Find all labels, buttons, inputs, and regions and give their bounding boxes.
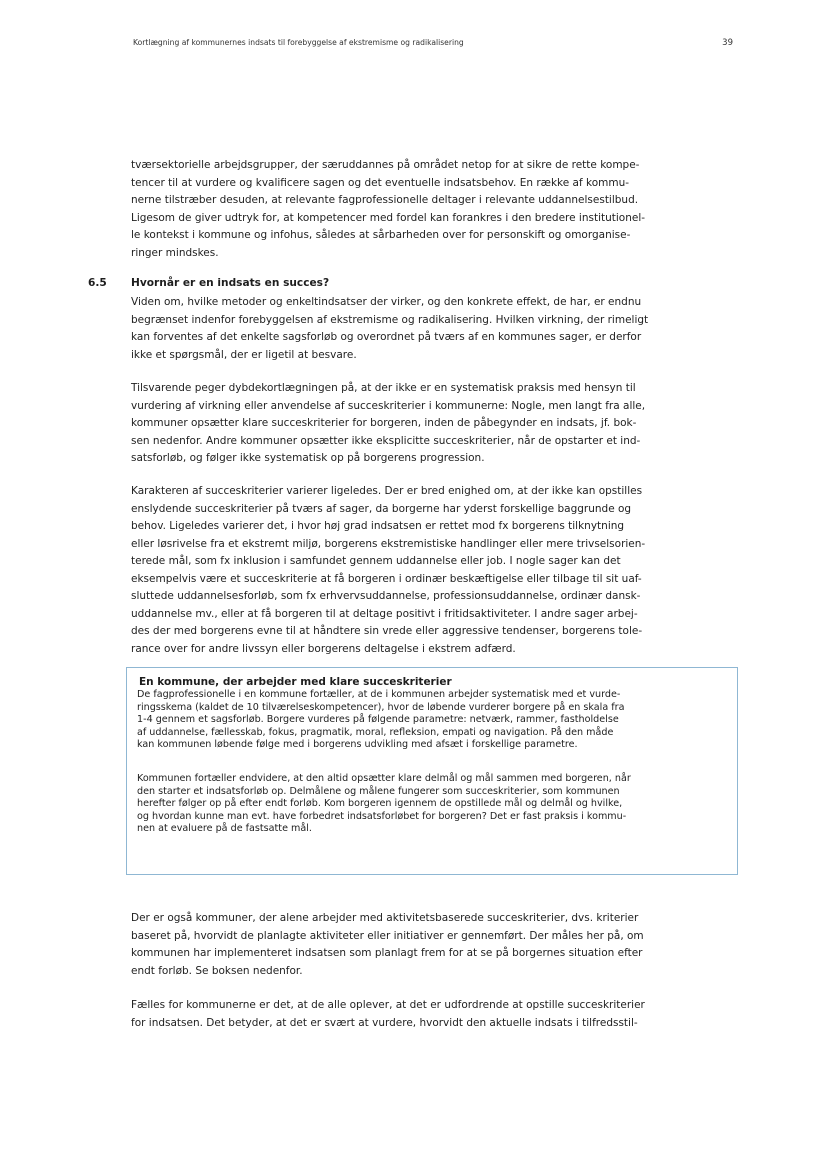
text-line: vurdering af virkning eller anvendelse af succeskriterier i kommunerne: Nogle, men langt fra alle, xyxy=(131,399,646,412)
text-line: Fælles for kommunerne er det, at de alle oplever, at det er udfordrende at opstille succeskriterier xyxy=(131,999,645,1011)
text-line: herefter følger op på efter endt forløb. Kom borgeren igennem de opstillede mål og delmål og hvilke, xyxy=(137,798,623,809)
text-line: ikke et spørgsmål, der er ligetil at besvare. xyxy=(131,348,357,361)
page-number: 39 xyxy=(722,38,733,48)
running-title: Kortlægning af kommunernes indsats til forebyggelse af ekstremisme og radikalisering xyxy=(133,38,464,47)
text-line: kommunen har implementeret indsatsen som planlagt frem for at se på borgernes situation efter xyxy=(131,947,643,959)
paragraph-activity-criteria xyxy=(131,910,731,980)
paragraph-common-challenge xyxy=(131,997,731,1032)
text-line: endt forløb. Se boksen nedenfor. xyxy=(131,964,303,977)
text-line: kan kommunen løbende følge med i borgerens udvikling med afsæt i forskellige parametre. xyxy=(137,739,578,750)
text-line: Der er også kommuner, der alene arbejder med aktivitetsbaserede succeskriterier, dvs. kriterier xyxy=(131,912,639,924)
text-line: tværsektorielle arbejdsgrupper, der særuddannes på området netop for at sikre de rette kompe- xyxy=(131,159,640,171)
text-line: des der med borgerens evne til at håndtere sin vrede eller aggressive tendenser, borgerens tole- xyxy=(131,625,643,637)
text-line: og hvordan kunne man evt. have forbedret indsatsforløbet for borgeren? Det er fast praksis i kommu- xyxy=(137,810,627,822)
running-header xyxy=(133,38,733,52)
text-line: Ligesom de giver udtryk for, at kompetencer med fordel kan forankres i den bredere institutionel- xyxy=(131,211,646,224)
paragraph-knowledge xyxy=(131,294,731,364)
text-line: kommuner opsætter klare succeskriterier for borgeren, inden de påbegynder en indsats, jf. bok- xyxy=(131,417,637,429)
text-line: tencer til at vurdere og kvalificere sagen og det eventuelle indsatsbehov. En række af kommu- xyxy=(131,176,630,189)
case-box-paragraph xyxy=(137,689,732,752)
text-line: Karakteren af succeskriterier varierer ligeledes. Der er bred enighed om, at der ikke kan opstilles xyxy=(131,485,643,497)
text-line: af uddannelse, fællesskab, fokus, pragmatik, moral, refleksion, empati og navigation. På den måde xyxy=(137,726,614,738)
text-line: sen nedenfor. Andre kommuner opsætter ikke eksplicitte succeskriterier, når de opstarter et ind- xyxy=(131,434,641,447)
text-line: nen at evaluere på de fastsatte mål. xyxy=(137,823,312,834)
text-line: ringer mindskes. xyxy=(131,246,219,259)
paragraph-criteria xyxy=(131,483,731,658)
text-line: for indsatsen. Det betyder, at det er svært at vurdere, hvorvidt den aktuelle indsats i tilfredsstil- xyxy=(131,1016,638,1029)
text-line: begrænset indenfor forebyggelsen af ekstremisme og radikalisering. Hvilken virkning, der rimeligt xyxy=(131,313,649,326)
text-line: Viden om, hvilke metoder og enkeltindsatser der virker, og den konkrete effekt, de har, er endnu xyxy=(131,296,642,308)
text-line: De fagprofessionelle i en kommune fortæller, at de i kommunen arbejder systematisk med et vurde- xyxy=(137,689,621,700)
text-line: eller løsrivelse fra et ekstremt miljø, borgerens ekstremistiske handlinger eller mere trivselsorien- xyxy=(131,537,646,550)
text-line: enslydende succeskriterier på tværs af sager, da borgerne har yderst forskellige baggrunde og xyxy=(131,502,632,515)
text-line: satsforløb, og følger ikke systematisk op på borgerens progression. xyxy=(131,452,485,464)
text-line: uddannelse mv., eller at få borgeren til at deltage positivt i fritidsaktiviteter. I andre sager arbej- xyxy=(131,607,638,620)
text-line: den starter et indsatsforløb op. Delmålene og målene fungerer som succeskriterier, som kommunen xyxy=(137,785,620,797)
section-number: 6.5 xyxy=(88,277,107,289)
text-line: 1-4 gennem et sagsforløb. Borgere vurderes på følgende parametre: netværk, rammer, fastholdelse xyxy=(137,714,619,725)
text-line: behov. Ligeledes varierer det, i hvor høj grad indsatsen er rettet mod fx borgerens tilknytning xyxy=(131,520,625,532)
case-box-paragraph xyxy=(137,773,732,836)
case-box-title: En kommune, der arbejder med klare succeskriterier xyxy=(139,676,452,688)
paragraph-practice xyxy=(131,380,731,468)
text-line: nerne tilstræber desuden, at relevante fagprofessionelle deltager i relevante uddannelsestilbud. xyxy=(131,194,639,206)
text-line: sluttede uddannelsesforløb, som fx erhvervsuddannelse, professionsuddannelse, ordinær dansk- xyxy=(131,590,641,602)
text-line: baseret på, hvorvidt de planlagte aktiviteter eller initiativer er gennemført. Der måles her på, om xyxy=(131,929,644,942)
text-line: eksempelvis være et succeskriterie at få borgeren i ordinær beskæftigelse eller tilbage til sit uaf- xyxy=(131,572,642,585)
text-line: le kontekst i kommune og infohus, således at sårbarheden over for personskift og omorganise- xyxy=(131,229,631,241)
section-heading: Hvornår er en indsats en succes? xyxy=(131,277,330,289)
text-line: kan forventes af det enkelte sagsforløb og overordnet på tværs af en kommunes sager, er derfor xyxy=(131,331,642,343)
text-line: Kommunen fortæller endvidere, at den altid opsætter klare delmål og mål sammen med borgeren, når xyxy=(137,773,631,784)
text-line: ringsskema (kaldet de 10 tilværelseskompetencer), hvor de løbende vurderer borgere på en skala fra xyxy=(137,701,625,713)
paragraph-continuation xyxy=(131,157,731,262)
text-line: terede mål, som fx inklusion i samfundet gennem uddannelse eller job. I nogle sager kan det xyxy=(131,555,621,567)
text-line: Tilsvarende peger dybdekortlægningen på, at der ikke er en systematisk praksis med hensyn til xyxy=(131,382,636,394)
text-line: rance over for andre livssyn eller borgerens deltagelse i ekstrem adfærd. xyxy=(131,642,516,655)
